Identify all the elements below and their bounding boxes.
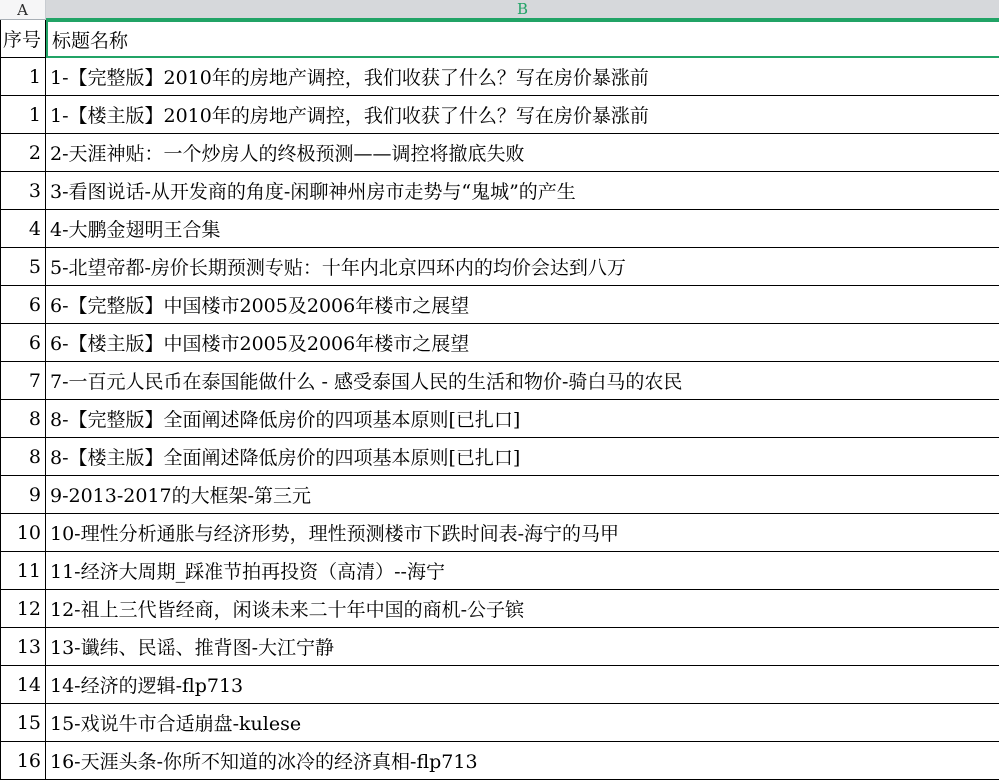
cell-title[interactable]: 13-谶纬、民谣、推背图-大江宁静	[46, 628, 999, 666]
cell-title[interactable]: 1-【楼主版】2010年的房地产调控，我们收获了什么？写在房价暴涨前	[46, 96, 999, 134]
cell-title[interactable]: 5-北望帝都-房价长期预测专贴：十年内北京四环内的均价会达到八万	[46, 248, 999, 286]
column-header-a[interactable]: A	[0, 0, 46, 20]
table-row	[0, 58, 999, 96]
cell-serial[interactable]: 12	[0, 590, 46, 628]
table-row	[0, 704, 999, 742]
cell-serial[interactable]: 14	[0, 666, 46, 704]
table-row	[0, 590, 999, 628]
cell-title[interactable]: 8-【楼主版】全面阐述降低房价的四项基本原则[已扎口]	[46, 438, 999, 476]
cell-title[interactable]: 1-【完整版】2010年的房地产调控，我们收获了什么？写在房价暴涨前	[46, 58, 999, 96]
cell-serial[interactable]: 8	[0, 438, 46, 476]
cell-serial[interactable]: 1	[0, 96, 46, 134]
cell-serial[interactable]: 11	[0, 552, 46, 590]
cell-b1-title-header-selected[interactable]: 标题名称	[46, 20, 999, 58]
cell-serial[interactable]: 10	[0, 514, 46, 552]
cell-serial[interactable]: 7	[0, 362, 46, 400]
table-row	[0, 286, 999, 324]
cell-serial[interactable]: 6	[0, 324, 46, 362]
table-row	[0, 324, 999, 362]
cell-title[interactable]: 10-理性分析通胀与经济形势，理性预测楼市下跌时间表-海宁的马甲	[46, 514, 999, 552]
cell-serial[interactable]: 13	[0, 628, 46, 666]
cell-title[interactable]: 12-祖上三代皆经商，闲谈未来二十年中国的商机-公子镔	[46, 590, 999, 628]
cell-serial[interactable]: 16	[0, 742, 46, 780]
cell-title[interactable]: 16-天涯头条-你所不知道的冰冷的经济真相-flp713	[46, 742, 999, 780]
cell-serial[interactable]: 1	[0, 58, 46, 96]
cell-title[interactable]: 14-经济的逻辑-flp713	[46, 666, 999, 704]
table-row	[0, 666, 999, 704]
table-row	[0, 362, 999, 400]
cell-serial[interactable]: 2	[0, 134, 46, 172]
cell-serial[interactable]: 9	[0, 476, 46, 514]
cell-title[interactable]: 2-天涯神贴：一个炒房人的终极预测——调控将撤底失败	[46, 134, 999, 172]
table-row	[0, 628, 999, 666]
table-row	[0, 552, 999, 590]
cell-title[interactable]: 4-大鹏金翅明王合集	[46, 210, 999, 248]
cell-title[interactable]: 8-【完整版】全面阐述降低房价的四项基本原则[已扎口]	[46, 400, 999, 438]
column-header-row	[0, 0, 999, 20]
table-row	[0, 134, 999, 172]
cell-serial[interactable]: 3	[0, 172, 46, 210]
table-row	[0, 96, 999, 134]
table-row	[0, 438, 999, 476]
cell-serial[interactable]: 5	[0, 248, 46, 286]
cell-title[interactable]: 9-2013-2017的大框架-第三元	[46, 476, 999, 514]
table-row	[0, 742, 999, 780]
cell-title[interactable]: 6-【楼主版】中国楼市2005及2006年楼市之展望	[46, 324, 999, 362]
table-row	[0, 514, 999, 552]
header-row	[0, 20, 999, 58]
table-row	[0, 248, 999, 286]
table-row	[0, 400, 999, 438]
table-row	[0, 210, 999, 248]
cell-title[interactable]: 3-看图说话-从开发商的角度-闲聊神州房市走势与“鬼城”的产生	[46, 172, 999, 210]
cell-a1-serial-header[interactable]: 序号	[0, 20, 46, 58]
cell-serial[interactable]: 8	[0, 400, 46, 438]
cell-serial[interactable]: 4	[0, 210, 46, 248]
cell-title[interactable]: 15-戏说牛市合适崩盘-kulese	[46, 704, 999, 742]
cell-title[interactable]: 6-【完整版】中国楼市2005及2006年楼市之展望	[46, 286, 999, 324]
cell-title[interactable]: 11-经济大周期_踩准节拍再投资（高清）--海宁	[46, 552, 999, 590]
cell-title[interactable]: 7-一百元人民币在泰国能做什么 - 感受泰国人民的生活和物价-骑白马的农民	[46, 362, 999, 400]
cell-serial[interactable]: 6	[0, 286, 46, 324]
table-row	[0, 476, 999, 514]
table-row	[0, 172, 999, 210]
cell-serial[interactable]: 15	[0, 704, 46, 742]
column-header-b-selected[interactable]: B	[46, 0, 999, 20]
